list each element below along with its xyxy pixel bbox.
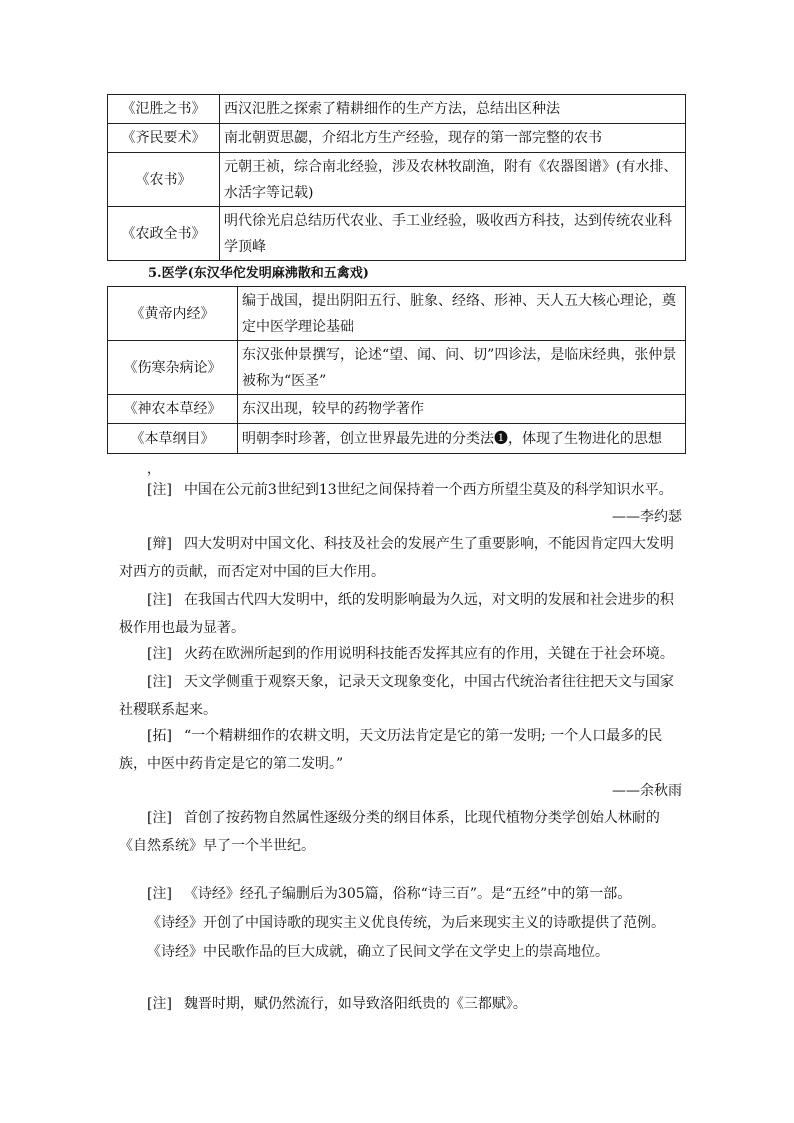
note-text: 火药在欧洲所起到的作用说明科技能否发挥其应有的作用，关键在于社会环境。: [183, 646, 674, 662]
note-paragraph: [119, 476, 685, 504]
section-heading: 5.医学(东汉华佗发明麻沸散和五禽戏): [148, 266, 369, 281]
note-tag: [辩]: [147, 536, 172, 552]
note-tag: [注]: [147, 674, 172, 690]
table-row: [108, 207, 686, 261]
book-description: 元朝王祯，综合南北经验，涉及农林牧副渔，附有《农器图谱》(有水排、水活字等记载): [220, 153, 686, 207]
table-row: [108, 287, 686, 341]
book-title: 《本草纲目》: [108, 424, 238, 454]
poetry-note-line: 《诗经》开创了中国诗歌的现实主义优良传统，为后来现实主义的诗歌提供了范例。: [147, 915, 665, 931]
table-row: [108, 124, 686, 153]
book-title: 《伤寒杂病论》: [108, 341, 238, 395]
note-text: 中国在公元前3世纪到13世纪之间保持着一个西方所望尘莫及的科学知识水平。: [183, 482, 673, 498]
note-text: 魏晋时期，赋仍然流行，如导致洛阳纸贵的《三都赋》。: [183, 996, 527, 1012]
book-description: 明代徐光启总结历代农业、手工业经验，吸收西方科技，达到传统农业科学顶峰: [220, 207, 686, 261]
note-text: 《诗经》经孔子编删后为305篇，俗称“诗三百”。是“五经”中的第一部。: [183, 886, 632, 902]
note-paragraph: [119, 640, 685, 668]
book-description: 东汉出现，较早的药物学著作: [238, 395, 686, 424]
poetry-note-line: [119, 880, 685, 909]
book-title: 《农书》: [108, 153, 220, 207]
table-row: [108, 341, 686, 395]
agriculture-books-table: [107, 94, 686, 261]
book-description: 南北朝贾思勰，介绍北方生产经验，现存的第一部完整的农书: [220, 124, 686, 153]
note-paragraph: [119, 668, 685, 724]
stray-mark: ，: [147, 462, 161, 477]
note-paragraph: [119, 990, 685, 1018]
note-paragraph: [119, 722, 685, 778]
table-row: [108, 153, 686, 207]
book-description: 东汉张仲景撰写，论述“望、闻、问、切”四诊法，是临床经典，张仲景被称为“医圣”: [238, 341, 686, 395]
note-tag: [注]: [147, 482, 172, 498]
book-title: 《神农本草经》: [108, 395, 238, 424]
table-row: [108, 95, 686, 124]
note-tag: [注]: [147, 810, 172, 826]
book-title: 《黄帝内经》: [108, 287, 238, 341]
medicine-books-table: [107, 286, 686, 454]
book-description: 编于战国，提出阴阳五行、脏象、经络、形神、天人五大核心理论，奠定中医学理论基础: [238, 287, 686, 341]
signature: ——余秋雨: [612, 783, 682, 799]
book-description: 西汉氾胜之探索了精耕细作的生产方法，总结出区种法: [220, 95, 686, 124]
note-paragraph: [119, 530, 685, 586]
poetry-note-line: 《诗经》中民歌作品的巨大成就，确立了民间文学在文学史上的崇高地位。: [147, 944, 609, 960]
note-text: 四大发明对中国文化、科技及社会的发展产生了重要影响，不能因肯定四大发明对西方的贡献，而否定对中国的巨大作用。: [119, 536, 674, 580]
note-text: 在我国古代四大发明中，纸的发明影响最为久远，对文明的发展和社会进步的积极作用也最为显著。: [119, 592, 674, 636]
table-row: [108, 424, 686, 454]
signature: ——李约瑟: [612, 509, 682, 525]
book-description: 明朝李时珍著，创立世界最先进的分类法❶，体现了生物进化的思想: [238, 424, 686, 454]
book-title: 《氾胜之书》: [108, 95, 220, 124]
note-paragraph: [119, 586, 685, 642]
note-tag: [注]: [147, 886, 172, 902]
table-row: [108, 395, 686, 424]
note-tag: [拓]: [147, 728, 172, 744]
book-title: 《齐民要术》: [108, 124, 220, 153]
poetry-note: [119, 880, 685, 967]
note-tag: [注]: [147, 592, 172, 608]
note-paragraph: [119, 804, 685, 860]
book-title: 《农政全书》: [108, 207, 220, 261]
note-text: 天文学侧重于观察天象，记录天文现象变化，中国古代统治者往往把天文与国家社稷联系起来。: [119, 674, 674, 718]
note-text: “一个精耕细作的农耕文明，天文历法肯定是它的第一发明; 一个人口最多的民族，中医中药肯定是它的第二发明。”: [119, 728, 663, 772]
note-tag: [注]: [147, 996, 172, 1012]
note-tag: [注]: [147, 646, 172, 662]
note-text: 首创了按药物自然属性逐级分类的纲目体系，比现代植物分类学创始人林耐的《自然系统》早了一个半世纪。: [119, 810, 660, 854]
